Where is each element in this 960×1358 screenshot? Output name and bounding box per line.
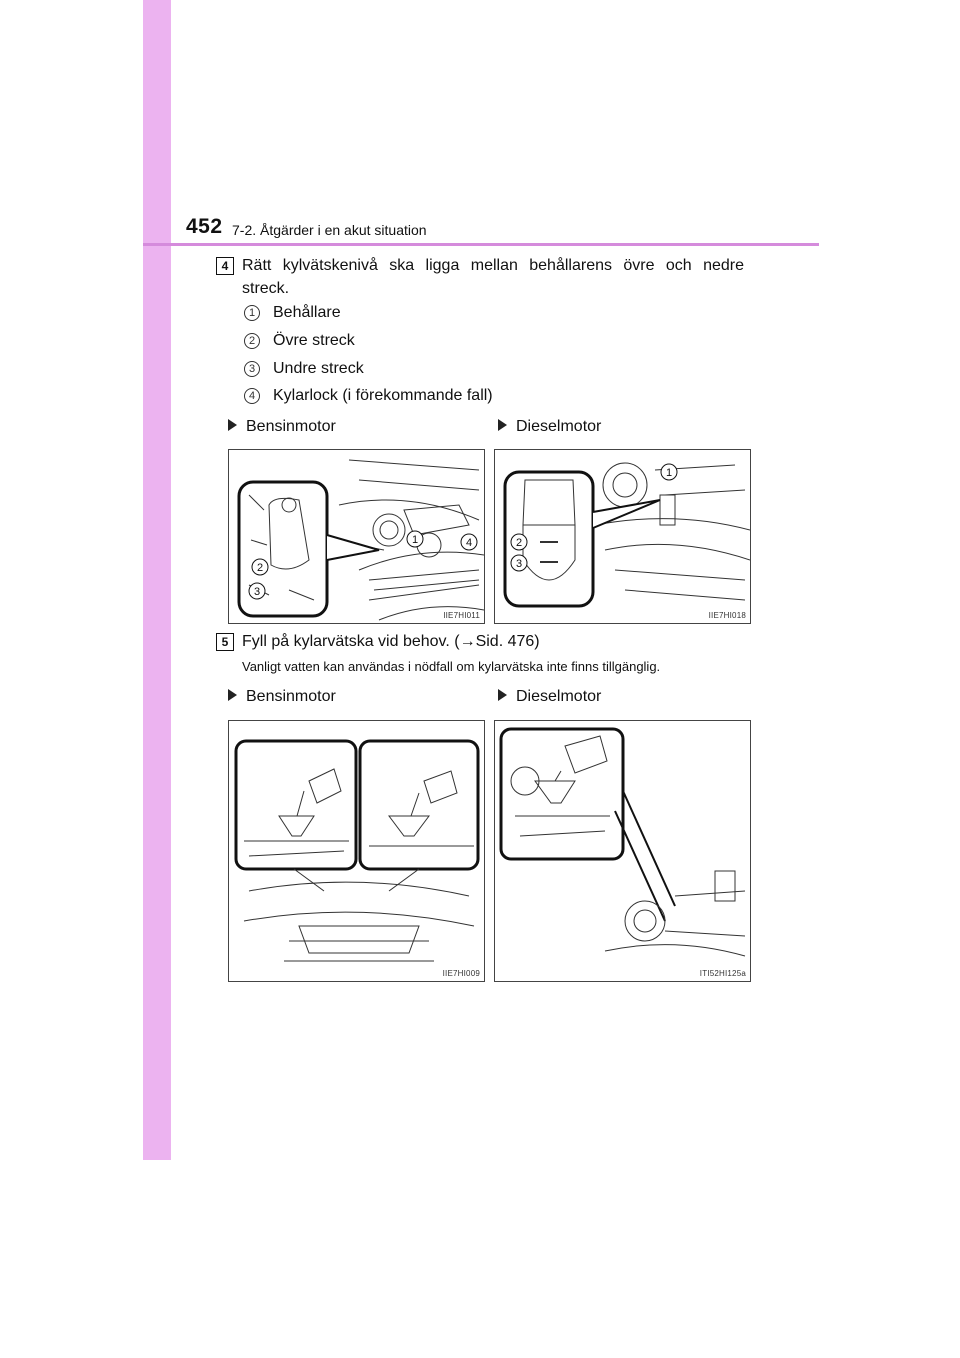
engine-bay-illustration bbox=[229, 450, 485, 624]
item-number-3: 3 bbox=[244, 361, 260, 377]
engine-label-petrol-2: Bensinmotor bbox=[228, 688, 336, 706]
engine-label-diesel-1: Dieselmotor bbox=[498, 418, 601, 436]
triangle-bullet-icon bbox=[498, 419, 507, 431]
callout-3: 3 bbox=[253, 586, 261, 598]
triangle-bullet-icon bbox=[228, 419, 237, 431]
callout-2: 2 bbox=[256, 562, 264, 574]
figure-diesel-filling bbox=[494, 720, 751, 982]
engine-label-diesel-2: Dieselmotor bbox=[498, 688, 601, 706]
figure-code: IIE7HI009 bbox=[442, 969, 480, 978]
engine-label-petrol-1: Bensinmotor bbox=[228, 418, 336, 436]
step-5-note: Vanligt vatten kan användas i nödfall om kylarvätska inte finns tillgänglig. bbox=[242, 659, 661, 674]
item-number-1: 1 bbox=[244, 305, 260, 321]
triangle-bullet-icon bbox=[228, 689, 237, 701]
page-number: 452 bbox=[186, 215, 223, 238]
callout-2: 2 bbox=[515, 537, 523, 549]
step-4-text-line2: streck. bbox=[242, 280, 290, 297]
triangle-bullet-icon bbox=[498, 689, 507, 701]
step-4-text-line1: Rätt kylvätskenivå ska ligga mellan behållarens övre och nedre bbox=[242, 257, 744, 274]
item-label-container: Behållare bbox=[273, 304, 341, 321]
header-rule bbox=[143, 243, 819, 246]
chapter-sidebar-tab bbox=[143, 0, 171, 1160]
figure-code: IIE7HI011 bbox=[443, 611, 480, 620]
figure-code: ITI52HI125a bbox=[699, 969, 746, 978]
section-title: 7-2. Åtgärder i en akut situation bbox=[232, 222, 427, 238]
coolant-filling-illustration bbox=[495, 721, 751, 982]
step-badge-5: 5 bbox=[216, 633, 234, 651]
callout-1: 1 bbox=[665, 467, 673, 479]
coolant-filling-illustration bbox=[229, 721, 485, 982]
figure-code: IIE7HI018 bbox=[708, 611, 746, 620]
step-badge-4: 4 bbox=[216, 257, 234, 275]
item-label-radiator-cap: Kylarlock (i förekommande fall) bbox=[273, 387, 493, 404]
figure-petrol-filling bbox=[228, 720, 485, 982]
callout-3: 3 bbox=[515, 558, 523, 570]
engine-bay-illustration bbox=[495, 450, 751, 624]
item-label-lower-line: Undre streck bbox=[273, 360, 364, 377]
callout-4: 4 bbox=[465, 537, 473, 549]
step-5-text: Fyll på kylarvätska vid behov. (→Sid. 476) bbox=[242, 633, 540, 650]
item-number-4: 4 bbox=[244, 388, 260, 404]
item-number-2: 2 bbox=[244, 333, 260, 349]
item-label-upper-line: Övre streck bbox=[273, 332, 355, 349]
callout-1: 1 bbox=[411, 534, 419, 546]
figure-diesel-reservoir bbox=[494, 449, 751, 624]
figure-petrol-reservoir bbox=[228, 449, 485, 624]
